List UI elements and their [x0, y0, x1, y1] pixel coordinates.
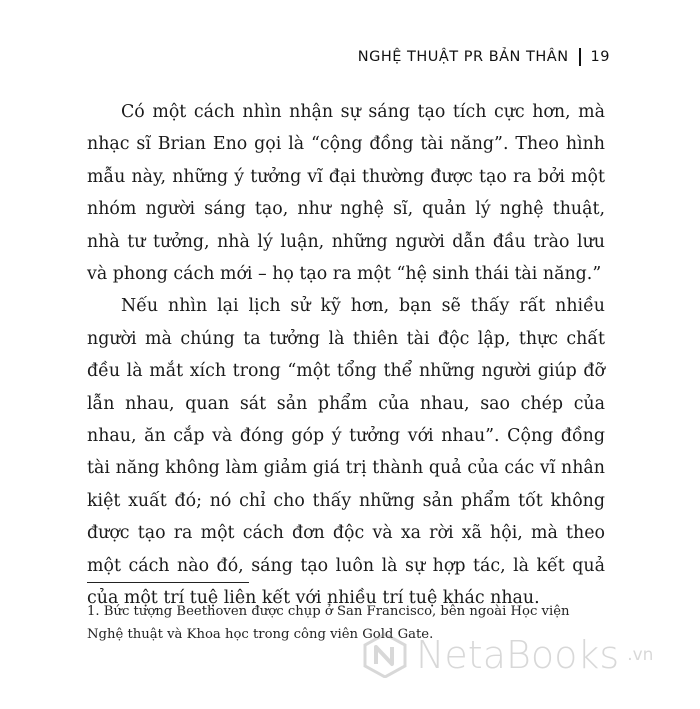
- header-separator: [579, 48, 581, 66]
- paragraph-1: Có một cách nhìn nhận sự sáng tạo tích cực hơn, mà nhạc sĩ Brian Eno gọi là “cộng đồng tài năng”. Theo hình mẫu này, những ý tưởng vĩ đại thường được tạo ra bởi một nhóm người sáng tạo, như nghệ sĩ, quản lý nghệ thuật, nhà tư tưởng, nhà lý luận, những người dẫn đầu trào lưu và phong cách mới – họ tạo ra một “hệ sinh thái tài năng.”: [87, 102, 605, 285]
- paragraph-2: Nếu nhìn lại lịch sử kỹ hơn, bạn sẽ thấy rất nhiều người mà chúng ta tưởng là thiên tài độc lập, thực chất đều là mắt xích trong “một tổng thể những người giúp đỡ lẫn nhau, quan sát sản phẩm của nhau, sao chép của nhau, ăn cắp và đóng góp ý tưởng với nhau”. Cộng đồng tài năng không làm giảm giá trị thành quả của các vĩ nhân kiệt xuất đó; nó chỉ cho thấy những sản phẩm tốt không được tạo ra một cách đơn độc và xa rời xã hội, mà theo một cách nào đó, sáng tạo luôn là sự hợp tác, là kết quả của một trí tuệ liên kết với nhiều trí tuệ khác nhau.: [87, 296, 605, 609]
- watermark-suffix: .vn: [627, 645, 654, 665]
- body-text: [87, 96, 605, 615]
- page-number: 19: [590, 49, 610, 65]
- running-header: [358, 48, 610, 66]
- footnote-rule: [87, 582, 249, 583]
- watermark: [362, 632, 653, 678]
- footnote: 1. Bức tượng Beethoven được chụp ở San Francisco, bên ngoài Học viện Nghệ thuật và Khoa học trong công viên Gold Gate.: [87, 604, 570, 642]
- netabooks-logo-icon: [362, 632, 408, 678]
- watermark-brand: NetaBooks: [416, 633, 620, 677]
- header-title: NGHỆ THUẬT PR BẢN THÂN: [357, 49, 569, 65]
